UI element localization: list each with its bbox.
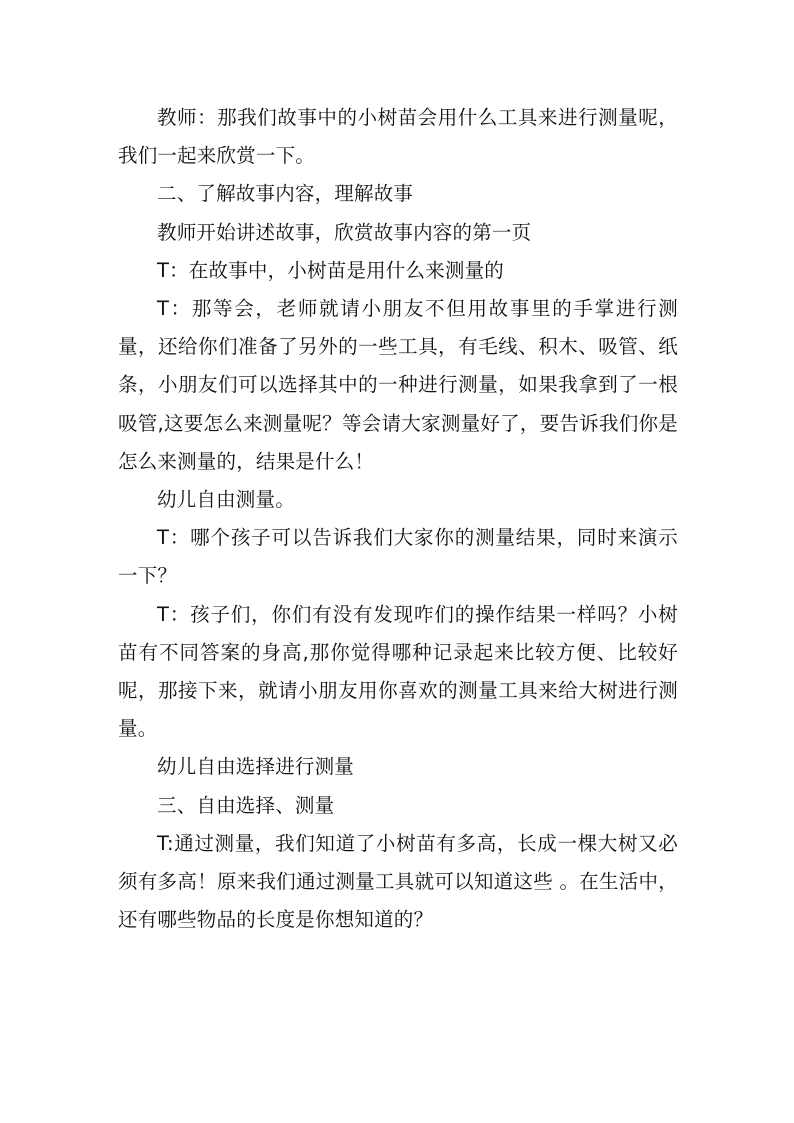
paragraph-children-choose-tools: 幼儿自由选择进行测量 xyxy=(157,755,355,779)
paragraph-teacher-question: 教师：那我们故事中的小树苗会用什么工具来进行测量呢，我们一起来欣赏一下。 xyxy=(118,106,678,168)
document-body xyxy=(118,99,678,939)
paragraph-t-conclusion: T:通过测量，我们知道了小树苗有多高，长成一棵大树又必须有多高！原来我们通过测量工具就可以知道这些 。在生活中，还有哪些物品的长度是你想知道的？ xyxy=(118,831,678,932)
section-heading-free-choice: 三、自由选择、测量 xyxy=(157,793,335,817)
paragraph-t-compare-results: T：孩子们，你们有没有发现咋们的操作结果一样吗？小树苗有不同答案的身高,那你觉得哪种记录起来比较方便、比较好呢，那接下来，就请小朋友用你喜欢的测量工具来给大树进行测量。 xyxy=(118,602,678,741)
paragraph-teacher-tells-story: 教师开始讲述故事，欣赏故事内容的第一页 xyxy=(157,220,532,244)
paragraph-t-share-results: T：哪个孩子可以告诉我们大家你的测量结果，同时来演示一下？ xyxy=(118,526,678,588)
section-heading-understand-story: 二、了解故事内容，理解故事 xyxy=(157,182,414,206)
paragraph-t-tools-explanation: T：那等会，老师就请小朋友不但用故事里的手掌进行测量，还给你们准备了另外的一些工具，有毛线、积木、吸管、纸条，小朋友们可以选择其中的一种进行测量，如果我拿到了一根吸管,这要怎么来测量呢？等会请大家测量好了，要告诉我们你是怎么来测量的，结果是什么！ xyxy=(118,297,678,473)
paragraph-children-measure: 幼儿自由测量。 xyxy=(157,488,295,512)
paragraph-t-question-measure: T：在故事中，小树苗是用什么来测量的 xyxy=(157,258,505,282)
